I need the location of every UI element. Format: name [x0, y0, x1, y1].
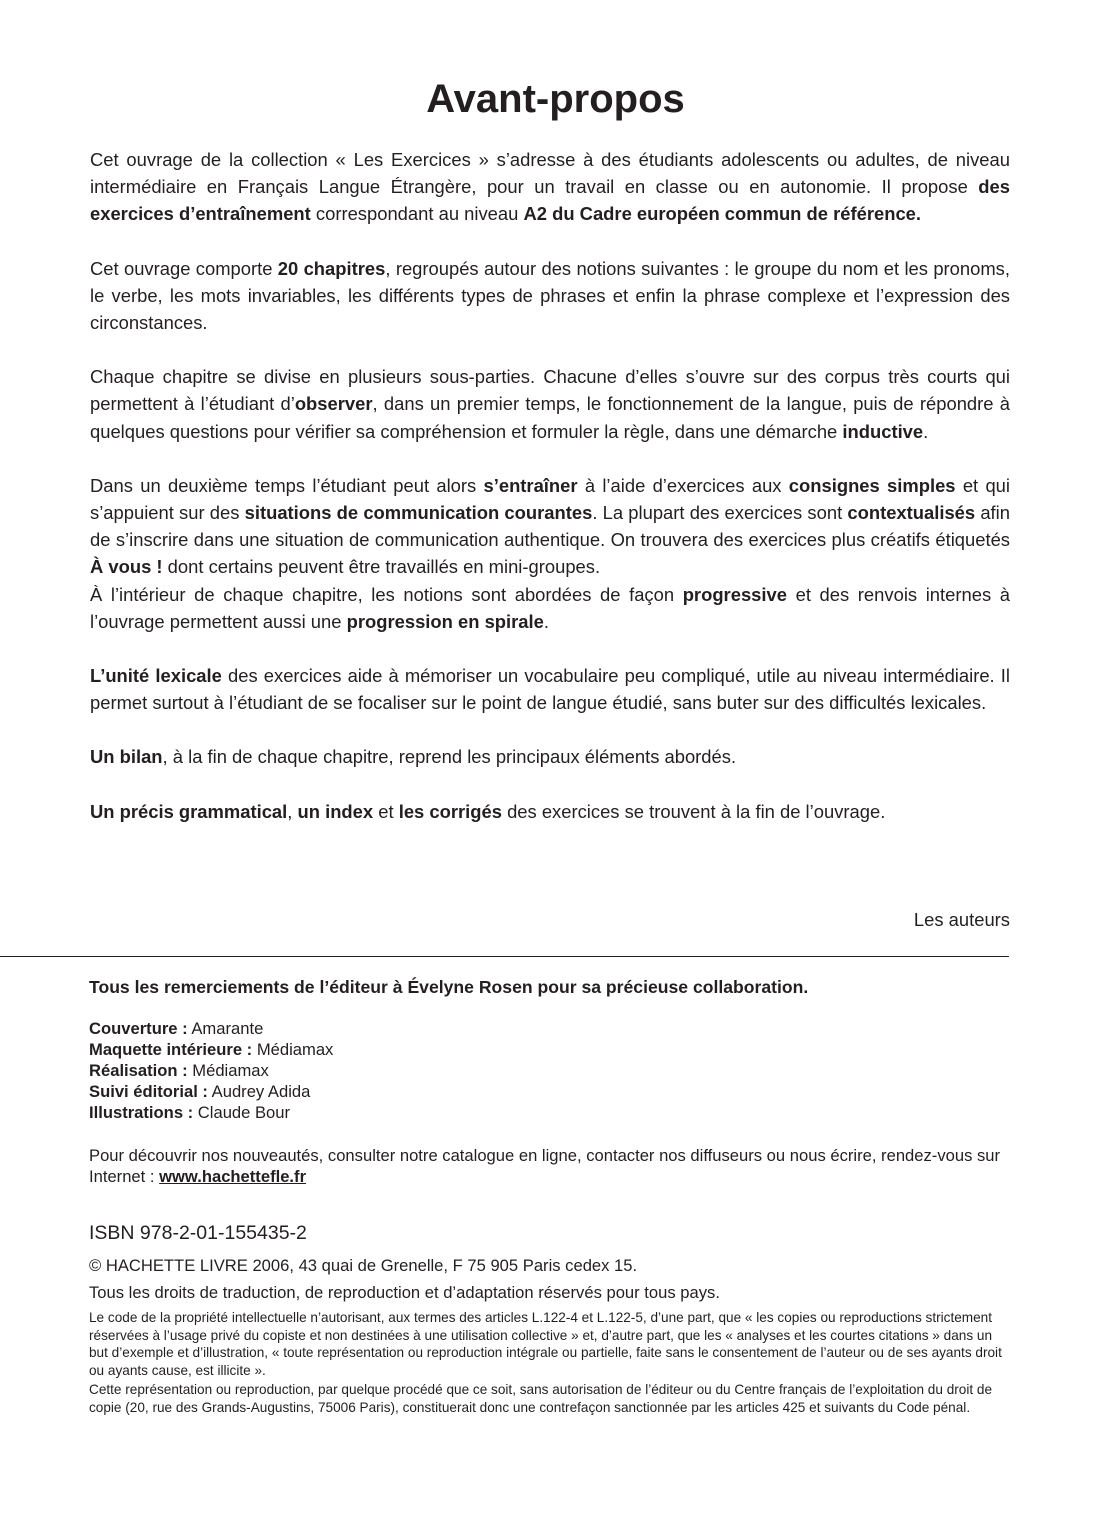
- credit-label: Suivi éditorial :: [89, 1082, 208, 1101]
- credit-value: Amarante: [187, 1019, 264, 1038]
- bold-phrase: Un précis grammatical: [90, 800, 288, 822]
- text-run: et qui s’appuient sur des: [90, 474, 1010, 524]
- text-run: correspondant au niveau: [310, 203, 524, 225]
- text-run: et: [373, 800, 399, 822]
- paragraph-structure: [90, 363, 1010, 445]
- credits-list: [89, 1018, 1014, 1123]
- text-run: dont certains peuvent être travaillés en mini-groupes.: [162, 556, 601, 578]
- bold-phrase: un index: [297, 800, 374, 822]
- text-run: afin de s’inscrire dans une situation de communication authentique. On trouvera des exercices plus créatifs étiquetés: [90, 502, 1010, 551]
- discover-body: Pour découvrir nos nouveautés, consulter notre catalogue en ligne, contacter nos diffuseurs ou nous écrire, rendez-vous sur Internet :: [89, 1146, 1001, 1186]
- credit-value: Médiamax: [252, 1040, 334, 1059]
- page-title: Avant-propos: [426, 77, 685, 121]
- credit-label: Illustrations :: [89, 1103, 194, 1122]
- text-run: à l’aide d’exercices aux: [577, 474, 789, 496]
- paragraph-intro: [90, 146, 1010, 228]
- bold-phrase: situations de communication courantes: [244, 502, 593, 524]
- text-run: et des renvois internes à l’ouvrage permettent aussi une: [90, 583, 1010, 632]
- bold-phrase: contextualisés: [847, 502, 976, 524]
- text-run: des exercices aide à mémoriser un vocabulaire peu compliqué, utile au niveau intermédiaire. Il permet surtout à l’étudiant de se focaliser sur le point de langue étudié, sans buter sur des difficultés lexicales.: [90, 665, 1010, 714]
- website-link[interactable]: www.hachettefle.fr: [159, 1167, 307, 1186]
- bold-phrase: progressive: [682, 583, 787, 605]
- bold-phrase: A2 du Cadre européen commun de référence.: [523, 203, 922, 225]
- foreword-body: [90, 146, 1010, 852]
- legal-notice: Le code de la propriété intellectuelle n’autorisant, aux termes des articles L.122-4 et L.122-5, d’une part, que « les copies ou reproductions strictement réservées à l’usage privé du copiste et non destinées à une utilisation collective » et, d’autre part, que les « analyses et les courtes citations » dans un but d’exemple et d’illustration, « toute représentation ou reproduction intégrale ou partielle, faite sans le consentement de l’auteur ou de ses ayants droit ou ayants cause, est illicite ».: [89, 1310, 1002, 1378]
- credit-label: Réalisation :: [89, 1061, 188, 1080]
- credit-editorial: [89, 1081, 1014, 1102]
- paragraph-progression: [90, 581, 1010, 635]
- acknowledgement: Tous les remerciements de l’éditeur à Évelyne Rosen pour sa précieuse collaboration.: [89, 977, 809, 997]
- bold-phrase: les corrigés: [398, 800, 502, 822]
- bold-phrase: s’entraîner: [483, 474, 578, 496]
- credit-value: Audrey Adida: [207, 1082, 311, 1101]
- bold-phrase: Un bilan: [90, 746, 163, 768]
- bold-phrase: des exercices d’entraînement: [90, 176, 1010, 225]
- text-run: des exercices se trouvent à la fin de l’ouvrage.: [501, 800, 886, 822]
- paragraph-bilan: [90, 743, 1010, 770]
- rights-notice: Tous les droits de traduction, de reproduction et d’adaptation réservés pour tous pays.: [89, 1283, 720, 1302]
- credit-value: Claude Bour: [193, 1103, 291, 1122]
- credit-label: Maquette intérieure :: [89, 1040, 253, 1059]
- paragraph-chapters: [90, 255, 1010, 337]
- credit-production: [89, 1060, 1014, 1081]
- credit-layout: [89, 1039, 1014, 1060]
- bold-phrase: progression en spirale: [346, 610, 544, 632]
- bold-phrase: consignes simples: [788, 474, 956, 496]
- text-run: , dans un premier temps, le fonctionnement de la langue, puis de répondre à quelques questions pour vérifier sa compréhension et formuler la règle, dans une démarche: [90, 393, 1010, 442]
- isbn: ISBN 978-2-01-155435-2: [89, 1222, 307, 1244]
- text-run: , à la fin de chaque chapitre, reprend les principaux éléments abordés.: [162, 746, 737, 768]
- paragraph-appendix: [90, 798, 1010, 825]
- text-run: Cet ouvrage comporte: [90, 257, 278, 279]
- credit-value: Médiamax: [187, 1061, 269, 1080]
- bold-phrase: observer: [294, 393, 373, 415]
- text-run: .: [543, 610, 549, 632]
- text-run: Cet ouvrage de la collection « Les Exercices » s’adresse à des étudiants adolescents ou adultes, de niveau intermédiaire en Français Langue Étrangère, pour un travail en classe ou en autonomie. Il propose: [90, 149, 1010, 198]
- text-run: À l’intérieur de chaque chapitre, les notions sont abordées de façon: [90, 583, 683, 605]
- text-run: . La plupart des exercices sont: [592, 502, 848, 524]
- paragraph-lexical: [90, 662, 1010, 716]
- divider: [0, 956, 1009, 957]
- legal-notice: Cette représentation ou reproduction, par quelque procédé que ce soit, sans autorisation de l’éditeur ou du Centre français de l’exploitation du droit de copie (20, rue des Grands-Augustins, 75006 Paris), constituerait donc une contrefaçon sanctionnée par les articles 425 et suivants du Code pénal.: [89, 1382, 993, 1415]
- discover-text: [89, 1145, 1014, 1187]
- text-run: Dans un deuxième temps l’étudiant peut alors: [90, 474, 484, 496]
- bold-phrase: inductive: [842, 420, 924, 442]
- bold-phrase: 20 chapitres: [277, 257, 386, 279]
- paragraph-practice: [90, 472, 1010, 581]
- bold-phrase: À vous !: [90, 556, 163, 578]
- credit-label: Couverture :: [89, 1019, 188, 1038]
- text-run: Chaque chapitre se divise en plusieurs sous-parties. Chacune d’elles s’ouvre sur des corpus très courts qui permettent à l’étudiant d’: [90, 366, 1010, 415]
- text-run: ,: [287, 800, 298, 822]
- signature: Les auteurs: [913, 909, 1010, 930]
- credit-cover: [89, 1018, 1014, 1039]
- copyright: © HACHETTE LIVRE 2006, 43 quai de Grenelle, F 75 905 Paris cedex 15.: [89, 1256, 638, 1275]
- text-run: , regroupés autour des notions suivantes : le groupe du nom et les pronoms, le verbe, les mots invariables, les différents types de phrases et enfin la phrase complexe et l’expression des circonstances.: [90, 257, 1010, 334]
- text-run: .: [923, 420, 929, 442]
- bold-phrase: L’unité lexicale: [90, 665, 222, 687]
- credit-illustrations: [89, 1102, 1014, 1123]
